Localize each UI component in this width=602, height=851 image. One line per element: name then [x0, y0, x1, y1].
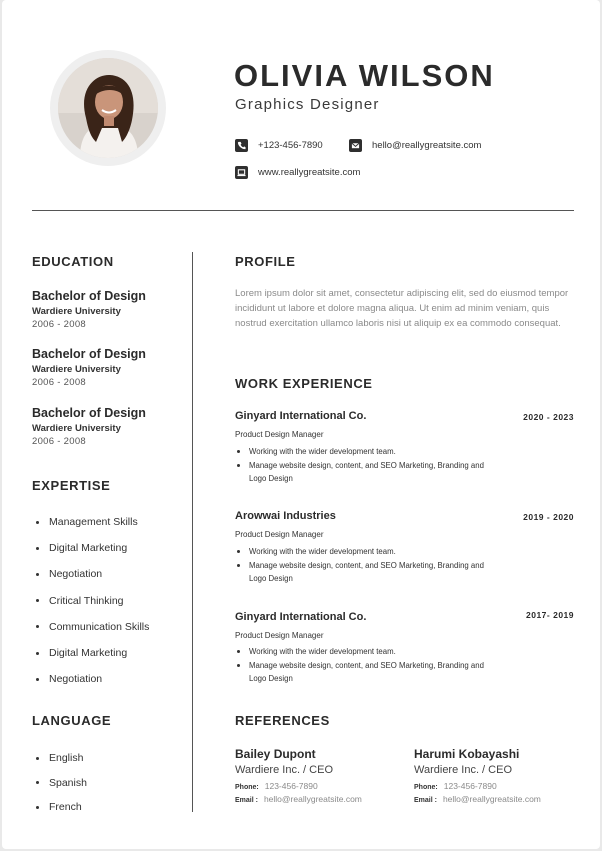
reference-name: Bailey Dupont	[235, 747, 316, 761]
language-list	[36, 746, 87, 820]
candidate-role: Graphics Designer	[235, 96, 380, 113]
job-bullet: Manage website design, content, and SEO Marketing, Branding and Logo Design	[236, 659, 496, 686]
reference-email	[235, 794, 362, 804]
education-degree: Bachelor of Design	[32, 406, 146, 420]
reference-company: Wardiere Inc. / CEO	[235, 764, 334, 776]
job-bullets	[236, 545, 496, 586]
email-label: Email :	[235, 797, 258, 804]
job-bullet: Manage website design, content, and SEO Marketing, Branding and Logo Design	[236, 459, 496, 486]
language-item: English	[36, 746, 87, 771]
language-heading: LANGUAGE	[32, 713, 112, 728]
job-company: Ginyard International Co.	[235, 410, 367, 422]
job-dates: 2017- 2019	[525, 610, 574, 620]
education-school: Wardiere University	[32, 306, 121, 317]
job-bullets	[236, 445, 496, 486]
education-degree: Bachelor of Design	[32, 347, 146, 361]
laptop-icon	[235, 166, 248, 179]
profile-photo	[58, 58, 158, 158]
expertise-item: Digital Marketing	[36, 535, 149, 561]
job-bullet: Working with the wider development team.	[236, 445, 496, 459]
work-heading: WORK EXPERIENCE	[235, 376, 373, 391]
language-item: Spanish	[36, 771, 87, 796]
education-heading: EDUCATION	[32, 254, 114, 269]
job-bullet: Working with the wider development team.	[236, 645, 496, 659]
job-company: Ginyard International Co.	[235, 611, 367, 623]
phone-label: Phone:	[414, 784, 438, 791]
education-years: 2006 - 2008	[32, 377, 87, 388]
job-bullet: Working with the wider development team.	[236, 545, 496, 559]
contact-email	[349, 139, 481, 152]
references-heading: REFERENCES	[235, 713, 330, 728]
job-title: Product Design Manager	[235, 530, 324, 539]
reference-company: Wardiere Inc. / CEO	[414, 764, 513, 776]
expertise-item: Digital Marketing	[36, 640, 149, 666]
reference-phone-value: 123-456-7890	[264, 781, 318, 791]
website-text[interactable]: www.reallygreatsite.com	[258, 167, 361, 178]
expertise-item: Communication Skills	[36, 614, 149, 640]
reference-phone	[414, 781, 541, 791]
phone-text: +123-456-7890	[258, 140, 323, 151]
reference-phone-value: 123-456-7890	[443, 781, 497, 791]
education-degree: Bachelor of Design	[32, 289, 146, 303]
education-item	[32, 406, 146, 447]
contact-website	[235, 166, 360, 179]
education-school: Wardiere University	[32, 364, 121, 375]
job-bullet: Manage website design, content, and SEO Marketing, Branding and Logo Design	[236, 559, 496, 586]
job-title: Product Design Manager	[235, 631, 324, 640]
email-icon	[349, 139, 362, 152]
resume-page	[2, 0, 600, 849]
expertise-list	[36, 509, 149, 692]
reference-name: Harumi Kobayashi	[414, 747, 520, 761]
header-divider	[32, 210, 574, 211]
candidate-name: OLIVIA WILSON	[234, 58, 495, 93]
job-bullets	[236, 645, 496, 686]
language-item: French	[36, 795, 87, 820]
reference-card	[235, 747, 362, 804]
column-divider	[192, 252, 193, 812]
profile-heading: PROFILE	[235, 254, 296, 269]
reference-email	[414, 794, 541, 804]
job-dates: 2019 - 2020	[523, 512, 574, 522]
education-school: Wardiere University	[32, 423, 121, 434]
expertise-item: Critical Thinking	[36, 588, 149, 614]
reference-phone	[235, 781, 362, 791]
phone-label: Phone:	[235, 784, 259, 791]
job-title: Product Design Manager	[235, 430, 324, 439]
expertise-item: Negotiation	[36, 666, 149, 692]
job-company: Arowwai Industries	[235, 510, 336, 522]
reference-email-value[interactable]: hello@reallygreatsite.com	[263, 794, 362, 804]
education-item	[32, 289, 146, 330]
phone-icon	[235, 139, 248, 152]
expertise-heading: EXPERTISE	[32, 478, 111, 493]
education-years: 2006 - 2008	[32, 319, 87, 330]
profile-text: Lorem ipsum dolor sit amet, consectetur adipiscing elit, sed do eiusmod tempor incididunt ut labore et dolore magna aliqua. Ut enim ad minim veniam, quis nostrud exercitation ullamco laboris nisi ut aliquip ex ea commodo consequat.	[235, 288, 569, 329]
reference-card	[414, 747, 541, 804]
reference-email-value[interactable]: hello@reallygreatsite.com	[442, 794, 541, 804]
job-dates: 2020 - 2023	[523, 412, 574, 422]
contact-phone	[235, 139, 323, 152]
education-years: 2006 - 2008	[32, 436, 87, 447]
profile-photo-frame	[50, 50, 166, 166]
expertise-item: Negotiation	[36, 561, 149, 587]
email-label: Email :	[414, 797, 437, 804]
education-item	[32, 347, 146, 388]
expertise-item: Management Skills	[36, 509, 149, 535]
email-text[interactable]: hello@reallygreatsite.com	[372, 140, 482, 151]
